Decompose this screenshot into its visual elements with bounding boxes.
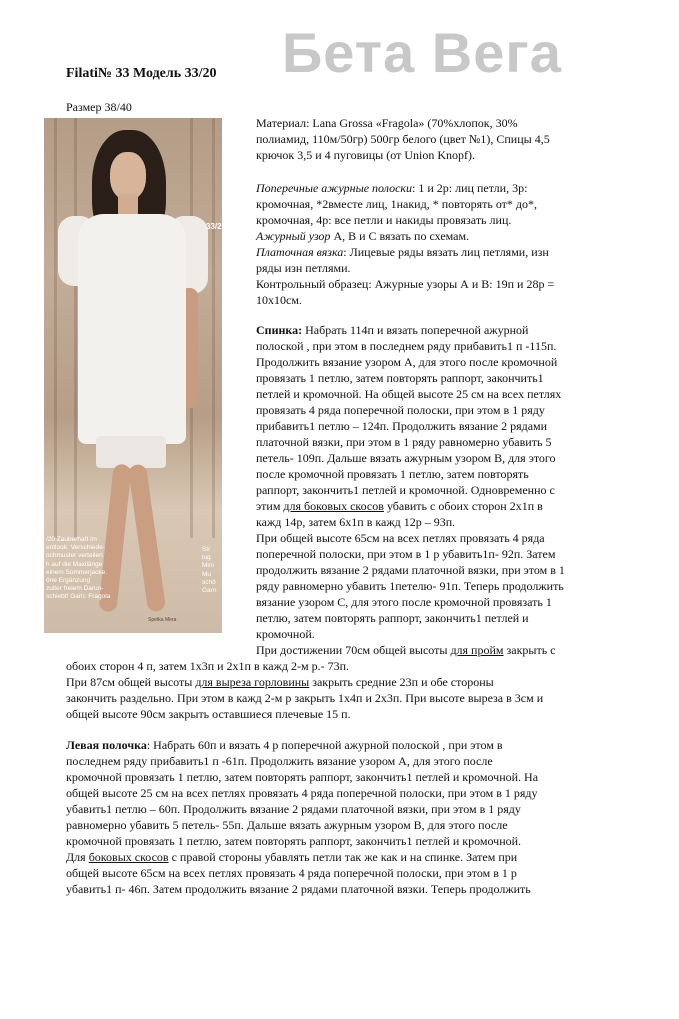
text-line: крючок 3,5 и 4 пуговицы (от Union Knopf). <box>256 148 475 162</box>
text-line: При общей высоте 65см на всех петлях провязать 4 ряда <box>256 531 545 545</box>
fence-stripe <box>54 118 57 538</box>
text-line: Продолжить вязание узором А, для этого после кромочной <box>256 355 558 369</box>
text-line: провязать 4 ряда поперечной полоски, при этом в 1 ряду <box>256 403 545 417</box>
text-line: прибавить1 петлю – 124п. Продолжить вязание 2 рядами <box>256 419 548 433</box>
photo-caption-left: /20 Zauberhaft im entlook: Verschiede- ochmuster verteilen h auf die Maxilänge einem Sommerjacke. öne Ergänzung zulter freiem Darun- schiebt! Garn: Fragola <box>46 536 111 601</box>
text-line: кажд 14р, затем 6х1п в кажд 12р – 93п. <box>256 515 456 529</box>
text-line: последнем ряду прибавить1 п -61п. Продолжить вязание узором А, для этого после <box>66 754 493 768</box>
term-neckline: для выреза горловины <box>195 675 310 689</box>
text-line: равномерно убавить 5 петель- 55п. Дальше вязать ажурным узором В, для этого после <box>66 818 508 832</box>
text-line: полоской , при этом в последнем ряду прибавить1 п -115п. <box>256 339 557 353</box>
white-tunic <box>78 214 186 444</box>
text-line: общей высоте 90см закрыть оставшиеся плечевые 15 п. <box>66 707 351 721</box>
text-line: Платочная вязка: Лицевые ряды вязать лиц петлями, изн <box>256 245 549 259</box>
model-photo <box>44 118 227 633</box>
text-line: раппорт, закончить1 петлей и кромочной. Одновременно с <box>256 483 555 497</box>
text-line: Для боковых скосов с правой стороны убавлять петли так же как и на спинке. Затем при <box>66 850 518 864</box>
term-openwork-pattern: Ажурный узор <box>256 229 331 243</box>
text-line: общей высоте 25 см на всех петлях провязать 4 ряда поперечной полоски, при этом в 1 ряду <box>66 786 538 800</box>
text-line: поперечной полоски, при этом в 1 р убавить1п- 92п. Затем <box>256 547 556 561</box>
term-armholes: для пройм <box>450 643 504 657</box>
model-number-tag: 33/20 <box>206 222 227 231</box>
text-line: кромочной провязать 1 петлю, затем повторять раппорт, закончить1 петлей и кромочной. На <box>66 770 539 784</box>
text-line: петлю, затем повторять раппорт, закончить1 петлей и <box>256 611 529 625</box>
model-face <box>110 152 146 200</box>
model-leg-right <box>128 463 166 612</box>
text-line: платочной вязки, при этом в 1 ряду равномерно убавить 5 <box>256 435 552 449</box>
model-shorts <box>96 436 166 468</box>
text-line: этим для боковых скосов убавить с обоих сторон 2х1п в <box>256 499 543 513</box>
text-line: ряды изн петлями. <box>256 261 351 275</box>
text-line: полиамид, 110м/50гр) 500гр белого (цвет №1), Спицы 4,5 <box>256 132 550 146</box>
fence-stripe <box>212 118 215 538</box>
text-line: убавить1 п- 46п. Затем продолжить вязание 2 рядами платочной вязки. Теперь продолжить <box>66 882 531 896</box>
text-line: обоих сторон 4 п, затем 1х3п и 2х1п в кажд 2-м р.- 73п. <box>66 659 350 673</box>
text-line: кромочная, 4р: все петли и накиды провязать лиц. <box>256 213 512 227</box>
text-line: Ажурный узор А, В и С вязать по схемам. <box>256 229 470 243</box>
term-garter-stitch: Платочная вязка <box>256 245 344 259</box>
brand-watermark: Бета Вега <box>282 21 562 84</box>
text-line: петель- 109п. Дальше вязать ажурным узором В, для этого <box>256 451 556 465</box>
text-line: кромочная, *2вместе лиц, 1накид, * повторять от* до*, <box>256 197 538 211</box>
text-line: петлей и кромочной. На общей высоте 25 см на всех петлях <box>256 387 562 401</box>
text-line: кромочной. <box>256 627 315 641</box>
text-line: закончить раздельно. При этом в кажд 2-м р закрыть 1х4п и 2х3п. При высоте выреза в 3см и <box>66 691 544 705</box>
text-line: Левая полочка: Набрать 60п и вязать 4 р поперечной ажурной полоской , при этом в <box>66 738 503 752</box>
text-line: кромочной провязать 1 петлю, затем повторять раппорт, закончить1 петлей и кромочной. <box>66 834 522 848</box>
text-line: общей высоте 65см на всех петлях провязать 4 ряда поперечной полоски, при этом в 1 р <box>66 866 517 880</box>
text-line: после кромочной провязать 1 петлю, затем повторять <box>256 467 529 481</box>
text-line: 10х10см. <box>256 293 302 307</box>
text-line: Поперечные ажурные полоски: 1 и 2р: лиц петли, 3р: <box>256 181 528 195</box>
text-line: Материал: Lana Grossa «Fragola» (70%хлопок, 30% <box>256 116 518 130</box>
fence-stripe <box>74 118 77 538</box>
photo-credit: Spetka Mera <box>148 617 177 623</box>
text-line: провязать 1 петлю, затем повторять раппорт, закончить1 <box>256 371 544 385</box>
text-line: вязание узором С, для этого после кромочной провязать 1 <box>256 595 552 609</box>
term-side-slopes: боковых скосов <box>88 850 169 864</box>
pattern-heading: Filati№ 33 Модель 33/20 <box>66 66 217 81</box>
photo-caption-right: Str lug Mini Mu schö Garn <box>202 546 217 595</box>
text-line: убавить1 петлю – 60п. Продолжить вязание 2 рядами платочной вязки, при этом в 1 ряду <box>66 802 521 816</box>
text-line: Спинка: Набрать 114п и вязать поперечной ажурной <box>256 323 529 337</box>
term-openwork-stripes: Поперечные ажурные полоски <box>256 181 413 195</box>
text-line: ряду равномерно убавить 1петелю- 91п. Теперь продолжить <box>256 579 564 593</box>
text-line: При достижении 70см общей высоты для пройм закрыть с <box>256 643 556 657</box>
size-label: Размер 38/40 <box>66 100 132 114</box>
term-side-slopes: для боковых скосов <box>283 499 384 513</box>
text-line: Контрольный образец: Ажурные узоры А и В: 19п и 28р = <box>256 277 555 291</box>
text-line: При 87см общей высоты для выреза горловины закрыть средние 23п и обе стороны <box>66 675 494 689</box>
section-left-front-heading: Левая полочка <box>66 738 147 752</box>
text-line: продолжить вязание 2 рядами платочной вязки, при этом в 1 <box>256 563 565 577</box>
section-back-heading: Спинка: <box>256 323 303 337</box>
